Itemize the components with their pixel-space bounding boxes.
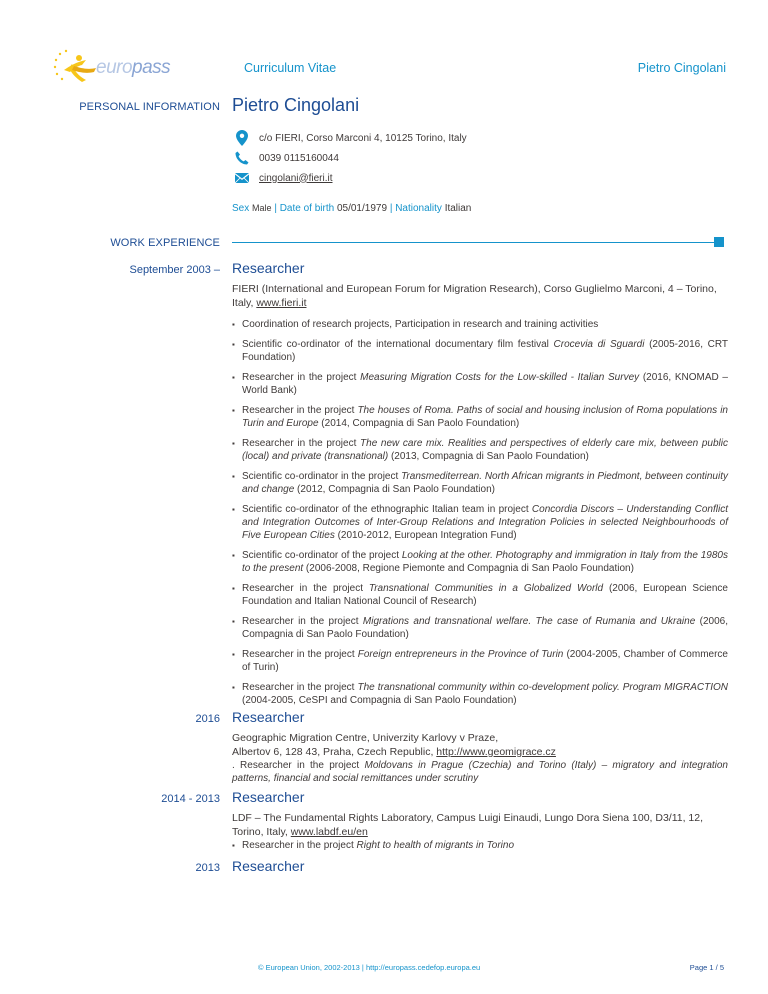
job-date: September 2003 –	[129, 264, 220, 276]
section-divider	[232, 242, 714, 243]
section-divider-square	[714, 237, 724, 247]
employer: Geographic Migration Centre, Univerzity Karlovy v Praze,	[232, 732, 499, 744]
nationality-key: Nationality	[395, 203, 442, 214]
europass-wordmark: europass	[96, 57, 171, 78]
job-activity: ▪ Coordination of research projects, Participation in research and training activities	[232, 318, 728, 331]
separator: |	[389, 203, 393, 214]
cv-header	[0, 0, 768, 110]
job-activity: ▪ Researcher in the project Foreign entrepreneurs in the Province of Turin (2004-2005, Chamber of Commerce of Turin)	[232, 648, 728, 674]
job-activity: ▪ Scientific co-ordinator of the international documentary film festival Crocevia di Sguardi (2005-2016, CRT Foundation)	[232, 338, 728, 364]
phone-row	[232, 149, 339, 167]
section-label-work-experience: WORK EXPERIENCE	[110, 237, 220, 249]
location-pin-icon	[232, 130, 252, 146]
europass-logo	[52, 48, 172, 88]
dob-key: Date of birth	[279, 203, 335, 214]
employer-link[interactable]: www.labdf.eu/en	[290, 826, 368, 838]
job-title: Researcher	[232, 858, 305, 874]
job-entry	[232, 709, 728, 785]
job-activity: ▪ Scientific co-ordinator of the project Looking at the other. Photography and immigration in Italy from the 1980s to the present (2006-2008, Regione Piemonte and Compagnia di San Paolo Foundation)	[232, 549, 728, 575]
personal-details-line	[232, 203, 471, 214]
job-title: Researcher	[232, 260, 305, 276]
document-title: Curriculum Vitae	[244, 61, 337, 75]
job-entry	[232, 260, 728, 707]
page-number: Page 1 / 5	[689, 963, 724, 972]
job-title: Researcher	[232, 709, 305, 725]
job-date: 2016	[195, 713, 220, 725]
job-entry	[232, 789, 728, 852]
job-activity: ▪ Researcher in the project The transnational community within co-development policy. Program MIGRACTION (2004-2005, CeSPI and Compagnia di San Paolo Foundation)	[232, 681, 728, 707]
email-link[interactable]: cingolani@fieri.it	[259, 172, 333, 184]
header-person-name: Pietro Cingolani	[637, 61, 726, 75]
address-text: c/o FIERI, Corso Marconi 4, 10125 Torino, Italy	[259, 132, 467, 144]
job-title: Researcher	[232, 789, 305, 805]
job-activity: ▪ Researcher in the project Migrations and transnational welfare. The case of Rumania and Ukraine (2006, Compagnia di San Paolo Foundation)	[232, 615, 728, 641]
employer: FIERI (International and European Forum for Migration Research), Corso Guglielmo Marconi, 4 – Torino, Italy, www.fieri.it	[232, 283, 717, 309]
job-activity: ▪ Researcher in the project Transnational Communities in a Globalized World (2006, European Science Foundation and Italian National Council of Research)	[232, 582, 728, 608]
address-row	[232, 129, 467, 147]
dob-value: 05/01/1979	[336, 203, 388, 214]
job-activities	[232, 318, 728, 707]
sex-key: Sex	[232, 203, 250, 214]
job-activity: ▪ Researcher in the project The houses of Roma. Paths of social and housing inclusion of Roma populations in Turin and Europe (2014, Compagnia di San Paolo Foundation)	[232, 404, 728, 430]
sex-value: Male	[252, 203, 272, 213]
job-activity: ▪ Researcher in the project Measuring Migration Costs for the Low-skilled - Italian Survey (2016, KNOMAD – World Bank)	[232, 371, 728, 397]
separator: |	[274, 203, 277, 214]
email-row	[232, 169, 333, 187]
envelope-icon	[232, 170, 252, 186]
employer-link[interactable]: www.fieri.it	[256, 297, 307, 309]
job-activity: ▪ Researcher in the project Right to health of migrants in Torino	[232, 839, 728, 852]
job-activity: ▪ Scientific co-ordinator in the project Transmediterrean. North African migrants in Piedmont, between continuity and change (2012, Compagnia di San Paolo Foundation)	[232, 470, 728, 496]
phone-icon	[232, 150, 252, 166]
person-name: Pietro Cingolani	[232, 95, 360, 115]
job-date: 2014 - 2013	[161, 793, 220, 805]
employer: LDF – The Fundamental Rights Laboratory, Campus Luigi Einaudi, Lungo Dora Siena 100, D3/11, 12, Torino, Italy, www.labdf.eu/en	[232, 812, 704, 838]
job-activity: ▪ Scientific co-ordinator of the ethnographic Italian team in project Concordia Discors – Understanding Conflict and Integration Outcomes of Inter-Group Relations and Integration Policies in selected Neighbourhoods of Five European Cities (2010-2012, European Integration Fund)	[232, 503, 728, 542]
employer-address: Albertov 6, 128 43, Praha, Czech Republic, http://www.geomigrace.cz	[232, 746, 556, 758]
job-activity: ▪ Researcher in the project The new care mix. Realities and perspectives of elderly care mix, between public (local) and private (transnational) (2013, Compagnia di San Paolo Foundation)	[232, 437, 728, 463]
section-label-personal-information: PERSONAL INFORMATION	[79, 101, 220, 113]
job-entry	[232, 858, 728, 880]
nationality-value: Italian	[444, 203, 472, 214]
job-date: 2013	[195, 862, 220, 874]
employer-link[interactable]: http://www.geomigrace.cz	[436, 746, 556, 758]
copyright-text: © European Union, 2002-2013 | http://europass.cedefop.europa.eu	[258, 963, 481, 972]
europass-figure-icon	[52, 48, 102, 88]
phone-number: 0039 0115160044	[259, 152, 339, 164]
job-activity-note: . Researcher in the project Moldovans in Prague (Czechia) and Torino (Italy) – migratory and integration patterns, financial and social remittances under scrutiny	[232, 760, 728, 784]
